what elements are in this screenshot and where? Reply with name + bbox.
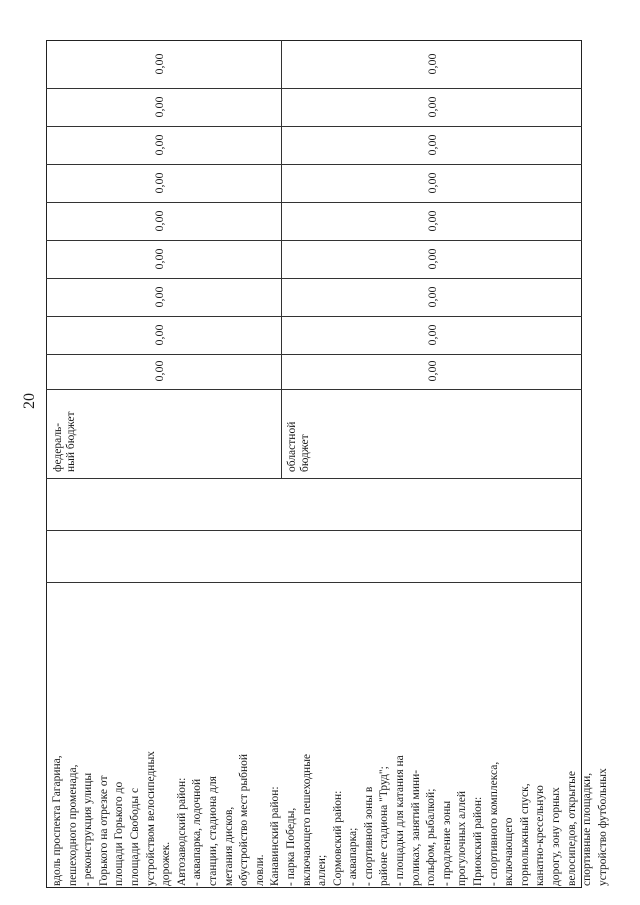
description-line: дорогу, зону горных <box>550 787 562 886</box>
description-line: включающего <box>503 817 516 886</box>
federal-value-5: 0,00 <box>152 210 166 232</box>
description-line: Канавинский район: <box>269 786 282 886</box>
description-line: - реконструкция улицы <box>82 772 95 886</box>
description-line: гольфом, рыбалкой; <box>425 788 438 886</box>
description-line: площади Свободы с <box>128 787 141 886</box>
description-line: прогулочных аллей <box>456 790 469 886</box>
federal-value-9: 0,00 <box>152 360 166 382</box>
funding-source-regional <box>286 392 312 472</box>
table-divider <box>46 354 582 355</box>
regional-value-2: 0,00 <box>425 96 439 118</box>
description-line: Приокский район: <box>472 796 485 886</box>
description-line: дорожек. <box>160 841 173 886</box>
description-line: площади Горького до <box>113 781 126 886</box>
funding-source-label: бюджет <box>299 434 311 472</box>
description-line: обустройство мест рыбной <box>238 753 251 886</box>
table-divider <box>46 164 582 165</box>
description-line: Автозаводский район: <box>175 777 188 886</box>
federal-value-6: 0,00 <box>152 248 166 270</box>
description-line: горнолыжный спуск, <box>518 783 531 886</box>
description-line: пешеходного променада, <box>66 764 79 886</box>
description-line: районе стадиона "Труд"; <box>378 766 391 886</box>
description-line: велосипедов, открытые <box>565 771 578 886</box>
federal-value-7: 0,00 <box>152 286 166 308</box>
description-line: метания дисков, <box>222 806 235 886</box>
table-divider <box>46 278 582 279</box>
description-line: канатно-кресельную <box>534 785 547 886</box>
description-line: - парка Победы, <box>284 807 297 886</box>
description-line: аллеи; <box>316 854 329 886</box>
regional-value-7: 0,00 <box>425 286 439 308</box>
description-line: роликах, занятий мини- <box>409 769 422 886</box>
regional-value-8: 0,00 <box>425 324 439 346</box>
table-divider <box>46 88 582 89</box>
description-line: - площадки для катания на <box>394 755 407 886</box>
description-line: включающего пешеходные <box>300 753 313 886</box>
description-line: - аквапарка; <box>347 827 360 886</box>
description-line: устройством велосипедных <box>144 751 157 886</box>
description-line: - спортивного комплекса, <box>487 761 500 886</box>
table-divider <box>46 126 582 127</box>
description-line: устройство футбольных <box>596 768 609 886</box>
funding-source-federal <box>52 392 78 472</box>
funding-source-label: областной <box>286 421 298 472</box>
table-divider <box>46 582 582 583</box>
regional-value-3: 0,00 <box>425 134 439 156</box>
funding-source-label: ный бюджет <box>65 411 77 472</box>
table-divider <box>46 316 582 317</box>
table-divider-sources <box>281 40 282 478</box>
regional-value-9: 0,00 <box>425 360 439 382</box>
description-line: Сормовский район: <box>331 790 344 886</box>
measure-description <box>50 586 611 886</box>
federal-value-1: 0,00 <box>152 53 166 75</box>
federal-value-2: 0,00 <box>152 96 166 118</box>
description-line: - продление зоны <box>440 800 453 886</box>
description-line: - спортивной зоны в <box>362 786 375 886</box>
page-number: 20 <box>21 393 38 409</box>
regional-value-1: 0,00 <box>425 53 439 75</box>
federal-value-4: 0,00 <box>152 172 166 194</box>
table-divider <box>46 240 582 241</box>
table-divider <box>46 389 582 390</box>
description-line: - аквапарка, лодочной <box>191 778 204 886</box>
description-line: спортивные площадки, <box>581 772 594 886</box>
regional-value-4: 0,00 <box>425 172 439 194</box>
regional-value-5: 0,00 <box>425 210 439 232</box>
federal-value-8: 0,00 <box>152 324 166 346</box>
description-line: станции, стадиона для <box>206 776 219 886</box>
description-line: Горького на отрезке от <box>97 775 110 886</box>
table-divider <box>46 202 582 203</box>
federal-value-3: 0,00 <box>152 134 166 156</box>
regional-value-6: 0,00 <box>425 248 439 270</box>
description-line: ловли. <box>253 854 266 886</box>
description-line: вдоль проспекта Гагарина, <box>51 755 63 886</box>
table-divider <box>46 478 582 479</box>
funding-source-label: федераль- <box>52 422 64 472</box>
table-divider <box>46 530 582 531</box>
